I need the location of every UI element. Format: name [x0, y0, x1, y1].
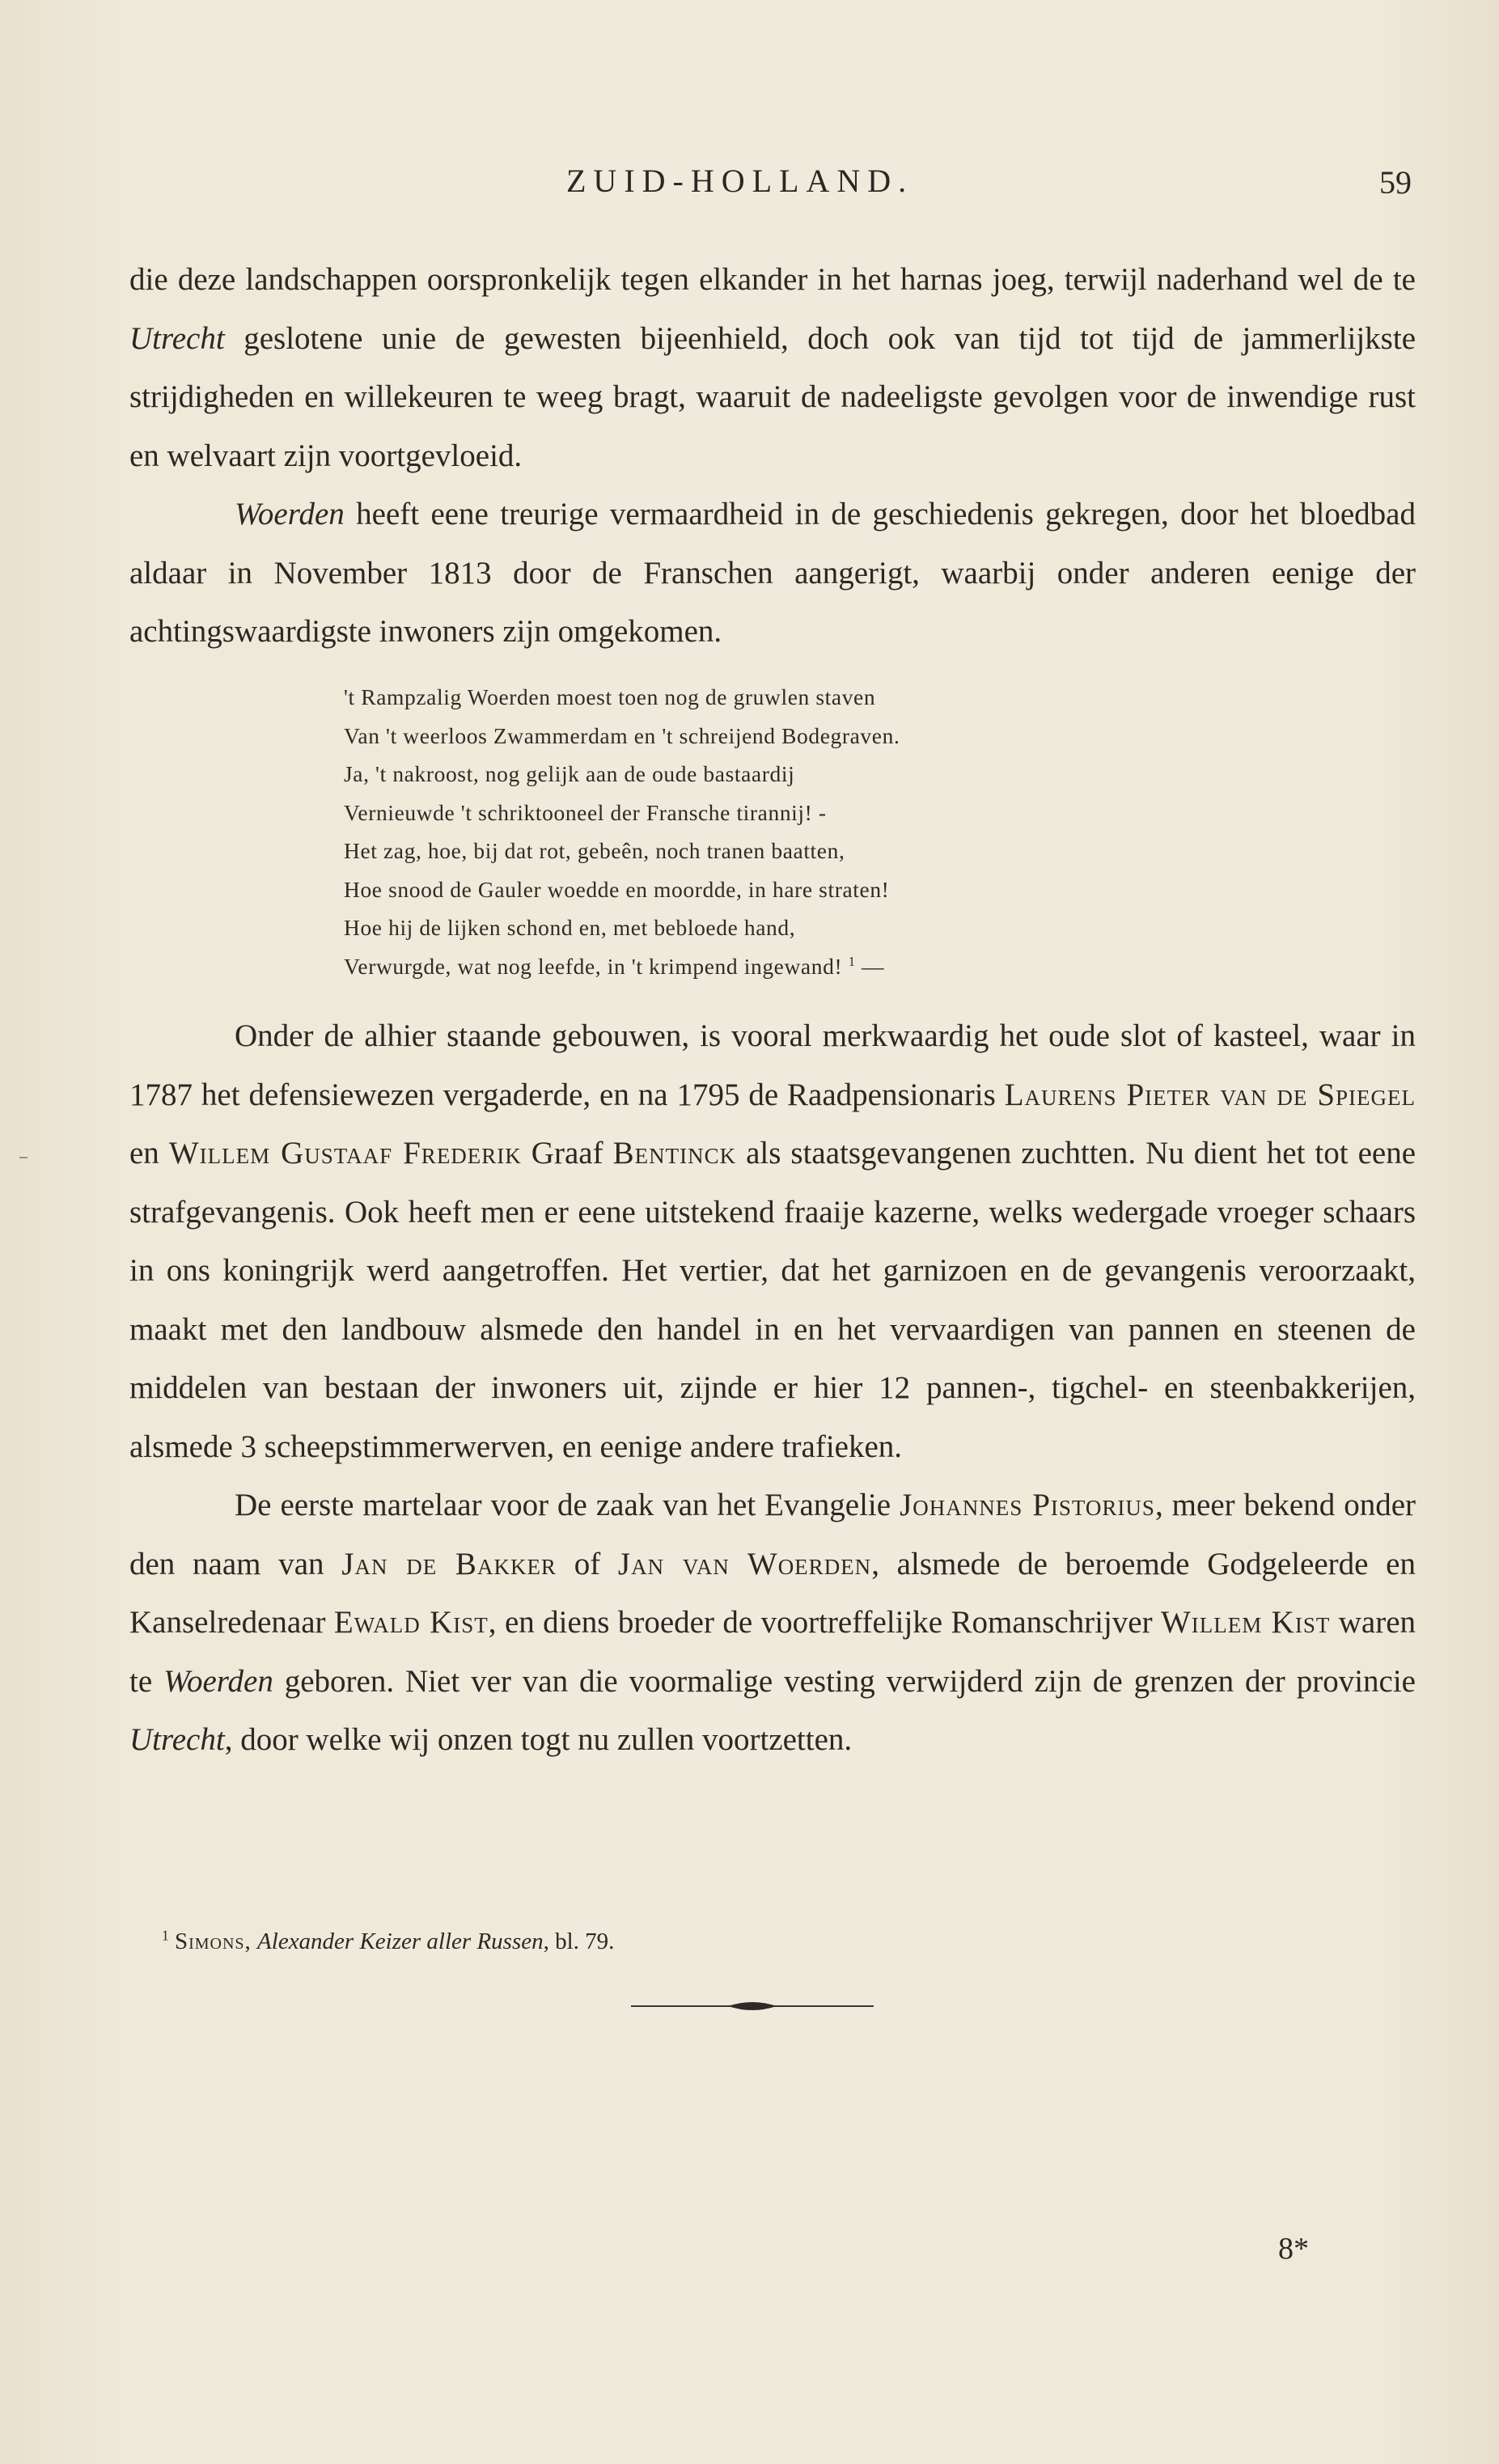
- text-run: , meer bekend onder den naam van: [129, 1488, 1416, 1581]
- poem-line: Vernieuwde 't schriktooneel der Fransche tirannij! -: [344, 799, 827, 825]
- place-name-italic: Utrecht: [129, 320, 225, 356]
- text-run: geboren. Niet ver van die voormalige vesting verwijderd zijn de grenzen der provincie: [273, 1663, 1416, 1699]
- text-run: Onder de alhier staande gebouwen, is vooral merkwaardig het oude slot of kasteel, waar in 1787 het defensiewezen vergaderde, en na 1795 de Raadpensionaris: [129, 1018, 1416, 1112]
- person-name: Willem Gustaaf Frederik: [168, 1136, 522, 1171]
- poem-line: Hoe snood de Gauler woedde en moordde, in hare straten!: [344, 876, 890, 902]
- body-text-upper: [129, 251, 1416, 662]
- text-run: en: [129, 1136, 169, 1171]
- poem-quotation: [344, 678, 1072, 985]
- paragraph-4: [129, 1476, 1416, 1770]
- place-name-italic: Utrecht: [129, 1722, 225, 1757]
- paragraph-1: [129, 251, 1416, 485]
- text-run: als staatsgevangenen zuchtten. Nu dient het tot eene strafgevangenis. Ook heeft men er eene uitstekend fraaije kazerne, welks wedergade vroeger schaars in ons koningrijk werd aangetroffen. Het vertier, dat het garnizoen en de gevangenis veroorzaakt, maakt met den landbouw alsmede den handel in en het vervaardigen van pannen en steenen de middelen van bestaan der inwoners uit, zijnde er hier 12 pannen-, tigchel- en steenbakkerijen, alsmede 3 scheepstimmerwerven, en eenige andere trafieken.: [129, 1136, 1416, 1464]
- rule-center-ornament: [728, 2002, 777, 2010]
- signature-mark: 8*: [1278, 2232, 1309, 2266]
- body-text-lower: [129, 1007, 1416, 1770]
- text-run: die deze landschappen oorspronkelijk tegen elkander in het harnas joeg, terwijl naderhand wel de te: [129, 262, 1416, 297]
- person-name: Willem Kist: [1161, 1605, 1331, 1640]
- text-run: geslotene unie de gewesten bijeenhield, doch ook van tijd tot tijd de jammerlijkste strijdigheden en willekeuren te weeg bragt, waaruit de nadeeligste gevolgen voor de inwendige rust en welvaart zijn voortgevloeid.: [129, 320, 1416, 473]
- place-name-italic: Woerden: [163, 1663, 273, 1699]
- text-run: , alsmede de beroemde Godgeleerde en Kanselredenaar: [129, 1546, 1416, 1640]
- text-run: , door welke wij onzen togt nu zullen voortzetten.: [224, 1722, 853, 1757]
- footnote-marker: 1: [848, 953, 856, 969]
- poem-line: Het zag, hoe, bij dat rot, gebeên, noch tranen baatten,: [344, 838, 845, 863]
- footnote-number: 1: [162, 1927, 169, 1944]
- person-name: Bentinck: [612, 1136, 737, 1171]
- paragraph-3: [129, 1007, 1416, 1476]
- poem-line-text: Verwurgde, wat nog leefde, in 't krimpend ingewand!: [344, 953, 843, 979]
- text-run: , en diens broeder de voortreffelijke Romanschrijver: [488, 1605, 1161, 1640]
- person-name: Jan de Bakker: [341, 1546, 557, 1581]
- text-run: of: [556, 1546, 618, 1581]
- person-name: Ewald Kist: [333, 1605, 489, 1640]
- poem-line: Hoe hij de lijken schond en, met bebloede hand,: [344, 915, 796, 940]
- text-run: Graaf: [521, 1136, 613, 1171]
- poem-line: Ja, 't nakroost, nog gelijk aan de oude bastaardij: [344, 761, 795, 786]
- paragraph-2: [129, 485, 1416, 662]
- footnote-author: Simons,: [174, 1928, 252, 1954]
- poem-line-last: [344, 947, 1072, 986]
- person-name: Laurens Pieter van de Spiegel: [1004, 1077, 1416, 1112]
- text-run: heeft eene treurige vermaardheid in de geschiedenis gekregen, door het bloedbad aldaar in November 1813 door de Franschen aangerigt, waarbij onder anderen eenige der achtingswaardigste inwoners zijn omgekomen.: [129, 497, 1416, 649]
- footnote: [162, 1925, 1294, 1958]
- poem-dash: —: [862, 953, 885, 979]
- running-title: ZUID-HOLLAND.: [566, 163, 914, 199]
- text-run: waren te: [129, 1605, 1416, 1699]
- text-run: De eerste martelaar voor de zaak van het Evangelie: [235, 1488, 900, 1522]
- ornamental-rule: [631, 1998, 874, 2014]
- footnote-reference: , bl. 79.: [543, 1928, 615, 1954]
- poem-line: Van 't weerloos Zwammerdam en 't schreijend Bodegraven.: [344, 722, 900, 748]
- person-name: Johannes Pistorius: [900, 1488, 1155, 1522]
- place-name-italic: Woerden: [235, 497, 345, 531]
- margin-mark: [19, 1157, 28, 1158]
- poem-line: 't Rampzalig Woerden moest toen nog de gruwlen staven: [344, 684, 876, 709]
- footnote-work-title: Alexander Keizer aller Russen: [257, 1928, 544, 1954]
- running-head: [0, 162, 1499, 210]
- page-number: 59: [1379, 164, 1412, 201]
- person-name: Jan van Woerden: [617, 1546, 872, 1581]
